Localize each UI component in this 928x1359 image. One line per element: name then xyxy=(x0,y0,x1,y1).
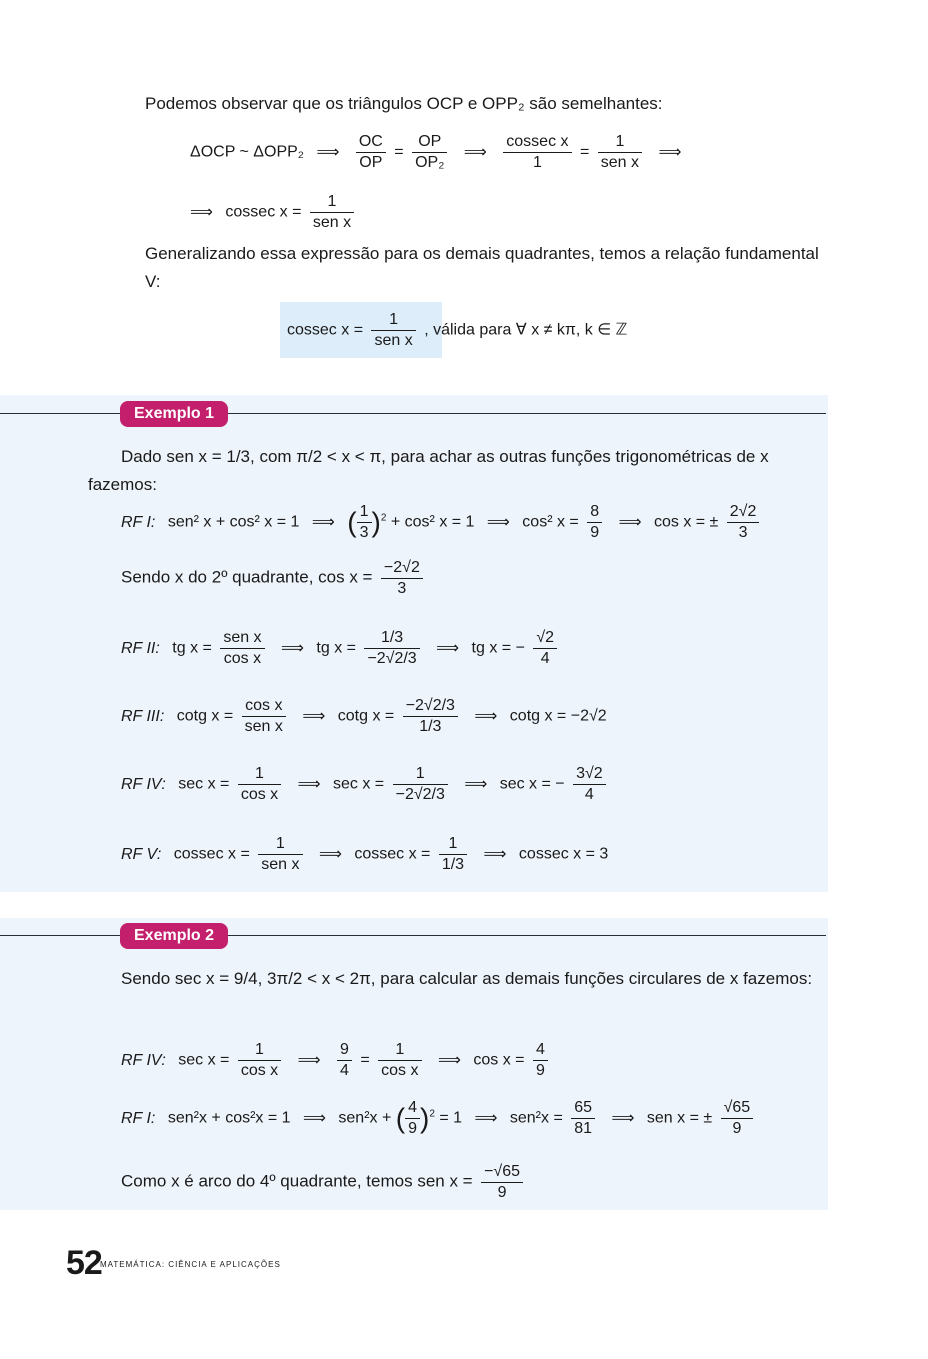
implies-arrow: ⟹ xyxy=(316,143,340,161)
ex2-quadrant-line: Como x é arco do 4º quadrante, temos sen x = $\frac{-√65}{9}$ xyxy=(121,1162,527,1203)
fraction: $\frac{\text{cos x}}{\text{sen x}}$ xyxy=(242,696,286,737)
rf3-line: RF III: cotg x = $\frac{\text{cos x}}{\text{sen x}}$ ⟹ cotg x = $\frac{-2√2/3}{1/3}$ ⟹ cotg x = −2√2 xyxy=(121,697,607,735)
fraction: $\frac{1}{3}$ xyxy=(357,502,372,543)
ex2-rf4-line: RF IV: sec x = $\frac{1}{\text{cos x}}$ ⟹ $\frac{9}{4}$ = $\frac{1}{\text{cos x}}$ ⟹ cos x = $\frac{4}{9}$ xyxy=(121,1040,552,1081)
fraction: $\frac{1}{-2√2/3}$ xyxy=(393,764,448,805)
rf2-line: RF II: tg x = $\frac{\text{sen x}}{\text{cos x}}$ ⟹ tg x = $\frac{1/3}{-2√2/3}$ ⟹ tg x = − $\frac{√2}{4}$ xyxy=(121,628,561,669)
fraction: $\frac{\text{sen x}}{\text{cos x}}$ xyxy=(220,628,264,669)
fraction: $\frac{√65}{9}$ xyxy=(721,1098,754,1139)
fraction: $\frac{1}{\text{sen x}}$ xyxy=(258,834,302,875)
example2-text: Sendo sec x = 9/4, 3π/2 < x < 2π, para calcular as demais funções circulares de x fazemos: xyxy=(121,969,813,988)
fraction: $\frac{1/3}{-2√2/3}$ xyxy=(364,628,419,669)
similarity-equation: ΔOCP ~ ΔOPP₂ ⟹ $\frac{OC}{OP}$ = $\frac{OP}{\text{OP₂}}$ ⟹ $\frac{\text{cossec x}}{1}$ = $\frac{1}{\text{sen x}}$ ⟹ xyxy=(190,133,682,171)
fraction: $\frac{1}{\text{sen x}}$ xyxy=(310,192,354,233)
rf5-line: RF V: cossec x = $\frac{1}{\text{sen x}}$ ⟹ cossec x = $\frac{1}{1/3}$ ⟹ cossec x = 3 xyxy=(121,835,609,873)
fraction: $\frac{OP}{\text{OP₂}}$ xyxy=(412,132,447,173)
fraction: $\frac{3√2}{4}$ xyxy=(573,764,606,805)
rf1-line: RF I: sen² x + cos² x = 1 ⟹ ( $\frac{1}{3}$ )$^2$ + cos² x = 1 ⟹ cos² x = $\frac{8}{9}$ ⟹ cos x = ± $\frac{2√2}{3}$ xyxy=(121,502,763,543)
fraction: $\frac{1}{1/3}$ xyxy=(439,834,467,875)
fraction: $\frac{8}{9}$ xyxy=(587,502,602,543)
quadrant-line: Sendo x do 2º quadrante, cos x = $\frac{-2√2}{3}$ xyxy=(121,558,427,599)
fraction: $\frac{OC}{OP}$ xyxy=(356,132,386,173)
fraction: $\frac{1}{\text{sen x}}$ xyxy=(371,310,415,351)
fraction: $\frac{√2}{4}$ xyxy=(533,628,557,669)
fraction: $\frac{-√65}{9}$ xyxy=(481,1162,523,1203)
fraction: $\frac{1}{\text{cos x}}$ xyxy=(238,1040,281,1081)
fraction: $\frac{4}{9}$ xyxy=(533,1040,548,1081)
fraction: $\frac{-2√2}{3}$ xyxy=(381,558,423,599)
cossec-derivation: ⟹ cossec x = $\frac{1}{\text{sen x}}$ xyxy=(190,192,358,233)
example2-label: Exemplo 2 xyxy=(120,923,228,949)
fraction: $\frac{1}{\text{cos x}}$ xyxy=(238,764,281,805)
intro-text: Podemos observar que os triângulos OCP e OPP₂ são semelhantes: xyxy=(145,94,663,113)
fraction: $\frac{9}{4}$ xyxy=(337,1040,352,1081)
example1-label: Exemplo 1 xyxy=(120,401,228,427)
book-title: MATEMÁTICA: CIÊNCIA E APLICAÇÕES xyxy=(100,1260,281,1269)
fraction: $\frac{\text{cossec x}}{1}$ xyxy=(503,132,571,173)
eq1-lhs: ΔOCP ~ ΔOPP₂ xyxy=(190,143,304,161)
page-number: 52 xyxy=(66,1244,102,1282)
fraction: $\frac{1}{\text{cos x}}$ xyxy=(378,1040,421,1081)
fraction: $\frac{4}{9}$ xyxy=(405,1098,420,1139)
fraction: $\frac{65}{81}$ xyxy=(571,1098,595,1139)
ex2-rf1-line: RF I: sen²x + cos²x = 1 ⟹ sen²x + ( $\frac{4}{9}$ )$^2$ = 1 ⟹ sen²x = $\frac{65}{81}$ ⟹ sen x = ± $\frac{√65}{9}$ xyxy=(121,1098,757,1139)
fundamental-relation: cossec x = $\frac{1}{\text{sen x}}$ , válida para ∀ x ≠ kπ, k ∈ ℤ xyxy=(287,311,628,349)
fraction: $\frac{1}{\text{sen x}}$ xyxy=(598,132,642,173)
example1-text: Dado sen x = 1/3, com π/2 < x < π, para achar as outras funções trigonométricas de x fazemos: xyxy=(88,447,769,494)
fraction: $\frac{-2√2/3}{1/3}$ xyxy=(403,696,458,737)
rf4-line: RF IV: sec x = $\frac{1}{\text{cos x}}$ ⟹ sec x = $\frac{1}{-2√2/3}$ ⟹ sec x = − $\frac{3√2}{4}$ xyxy=(121,764,610,805)
fraction: $\frac{2√2}{3}$ xyxy=(727,502,760,543)
generalization-text: Generalizando essa expressão para os demais quadrantes, temos a relação fundamental V: xyxy=(145,244,819,291)
